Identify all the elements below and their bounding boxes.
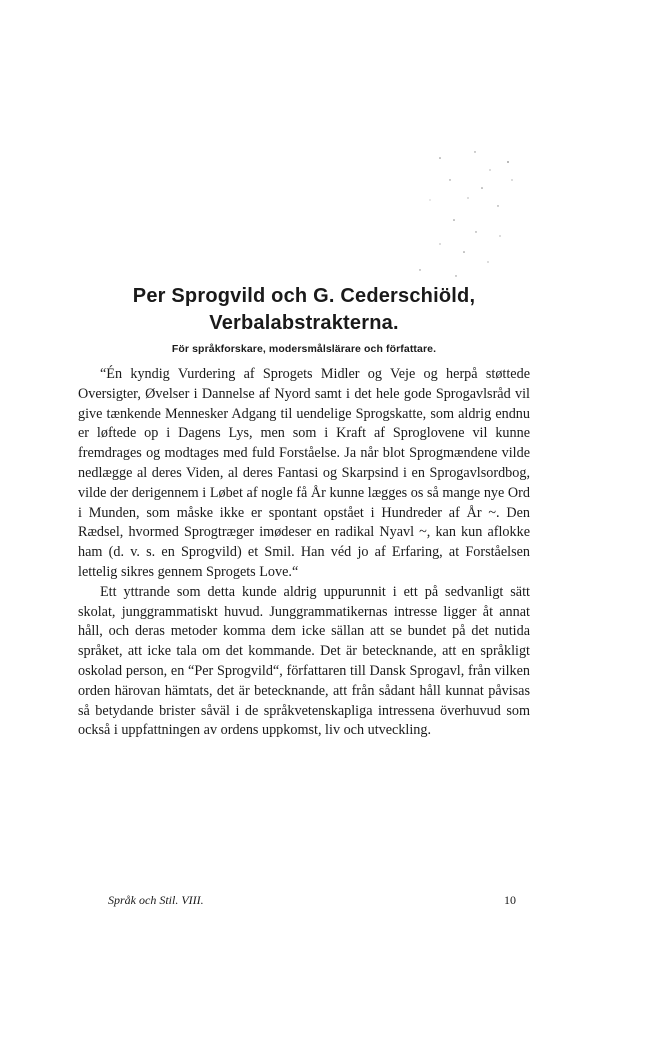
page-number: 10 (504, 893, 516, 907)
paragraph: “Én kyndig Vurdering af Sprogets Midler og Veje og herpå støttede Oversigter, Øvelser i Dannelse af Nyord samt i det hele gode Sprogavlsråd vil give tænkende Mennesker Adgang til uendelige Sprogskatte, som aldrig endnu er løftede op i Dagens Lys, men som i Kraft af Sproglovene vil kunne fremdrages og modtages med fuld Forståelse. Ja når blot Sprogmændene vilde nedlægge al deres Viden, al deres Fantasi og Skarpsind i en Sprogavlsordbog, vilde der derigennem i Løbet af nogle få År kunne lægges os så mange nye Ord i Munden, som måske ikke er spontant opstået i Hundreder af År ~. Den Rædsel, hvormed Sprogtræger imødeser en radikal Nyavl ~, kan kun aflokke ham (d. v. s. en Sprogvild) et Smil. Han véd jo af Erfaring, at Forståelsen lettelig sikres gennem Sprogets Love.“ (78, 366, 530, 580)
title-line-2: Verbalabstrakterna. (209, 312, 399, 334)
journal-name: Språk och Stil. VIII. (108, 893, 204, 907)
article-body (78, 365, 530, 741)
article-title (78, 283, 530, 337)
title-line-1: Per Sprogvild och G. Cederschiöld, (132, 285, 476, 307)
page-footer (108, 893, 516, 908)
article-subtitle: För språkforskare, modersmålslärare och författare. (171, 343, 437, 355)
scan-specks (380, 140, 530, 300)
paragraph: Ett yttrande som detta kunde aldrig uppurunnit i ett på sedvanligt sätt skolat, junggrammatiskt huvud. Junggrammatikernas intresse ligger åt annat håll, och deras metoder komma dem icke sällan att se bundet på det nutida språket, att icke tala om det kommande. Det är betecknande, att en språkligt oskolad person, en “Per Sprogvild“, författaren till Dansk Sprogavl, från vilken orden härovan hämtats, det är betecknande, att från sådant håll kunnat påvisas så betydande brister såväl i de språkvetenskapliga intressena överhuvud som också i uppfattningen av ordens uppkomst, liv och utveckling. (78, 583, 530, 739)
article (78, 283, 530, 741)
